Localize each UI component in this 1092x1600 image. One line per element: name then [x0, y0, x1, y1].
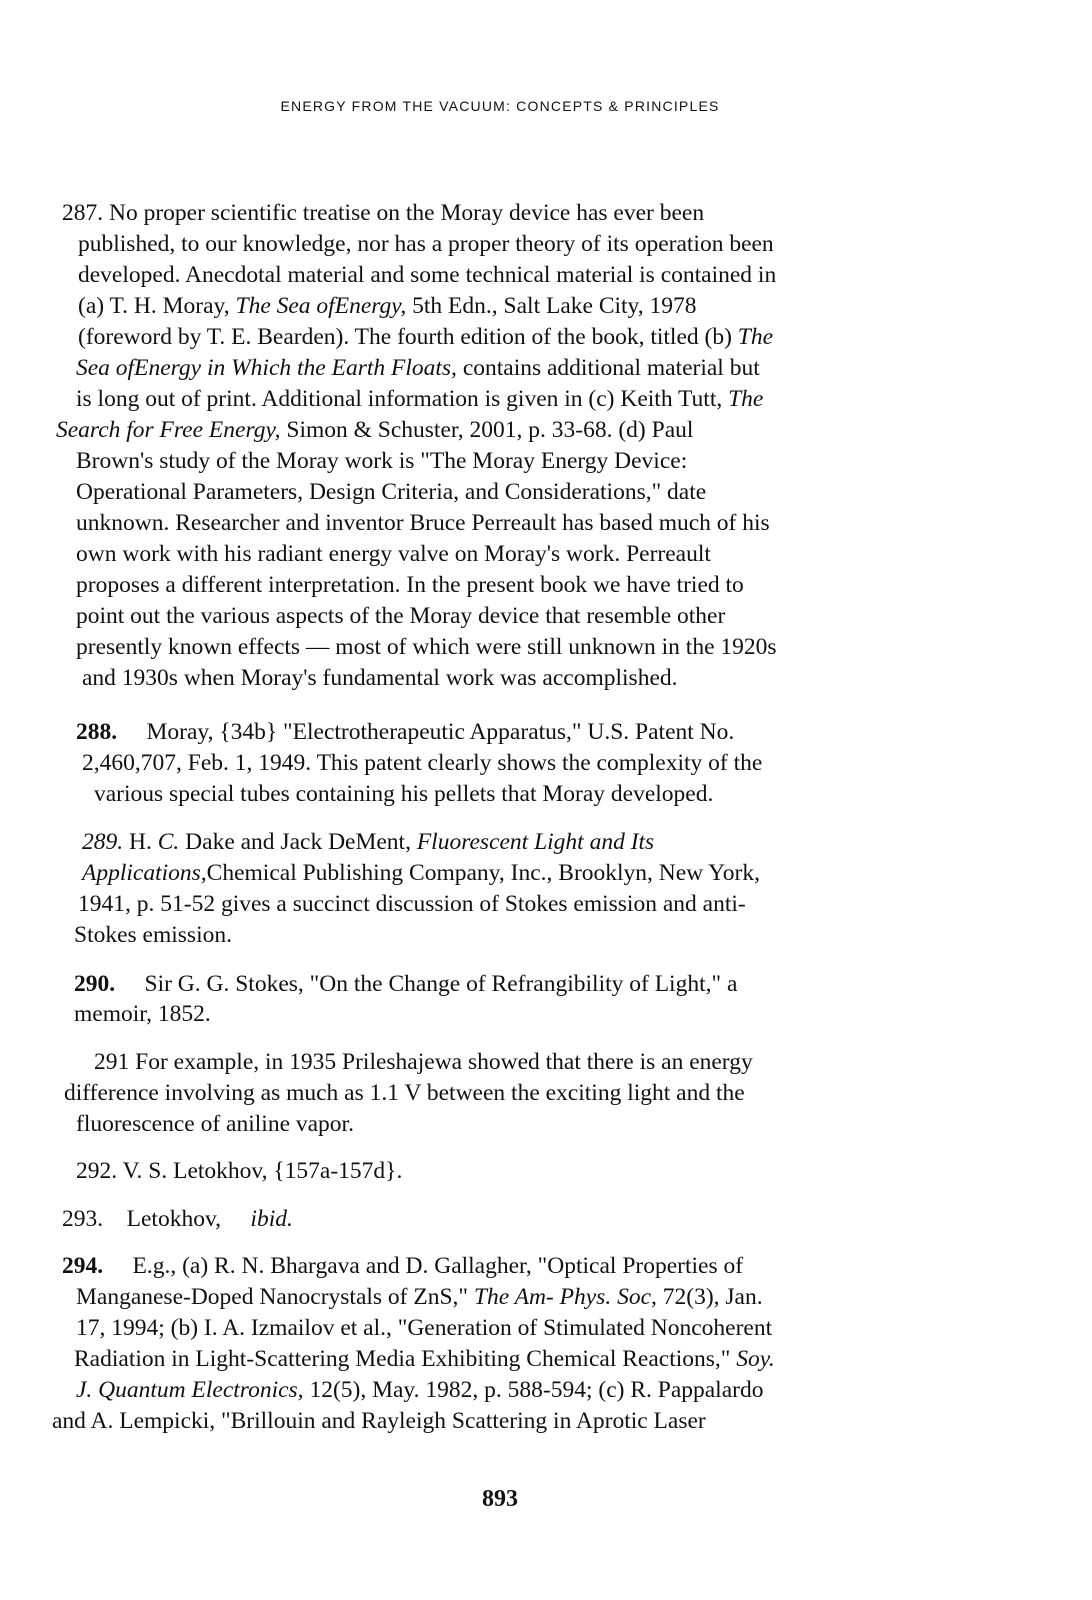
note-7-line-2	[76, 1314, 772, 1342]
note-5-line-0	[76, 1157, 402, 1185]
text-run: Fluorescent Light and Its	[416, 829, 655, 855]
note-4-line-1	[64, 1079, 745, 1107]
note-0-line-1	[78, 230, 774, 258]
note-1-line-1	[82, 749, 762, 777]
note-3-line-1	[74, 1000, 211, 1028]
text-run: own work with his radiant energy valve on Moray's work. Perreault	[76, 541, 711, 567]
text-run: H.	[123, 829, 158, 855]
text-run: contains additional material but	[456, 355, 760, 381]
text-run: fluorescence of aniline vapor.	[76, 1111, 354, 1137]
note-2-line-2	[78, 890, 746, 918]
text-run: developed. Anecdotal material and some technical material is contained in	[78, 262, 777, 288]
text-run: Sir G. G. Stokes, "On the Change of Refrangibility of Light," a	[115, 971, 738, 997]
note-0-line-11	[76, 540, 711, 568]
text-run: 17, 1994; (b) I. A. Izmailov et al., "Generation of Stimulated Noncoherent	[76, 1315, 773, 1341]
text-run: 72(3), Jan.	[656, 1284, 763, 1310]
text-run: memoir, 1852.	[74, 1001, 211, 1027]
text-run: published, to our knowledge, nor has a proper theory of its operation been	[78, 231, 774, 257]
text-run: 293. Letokhov,	[62, 1206, 251, 1232]
text-run: and 1930s when Moray's fundamental work was accomplished.	[82, 665, 678, 691]
note-0-line-6	[76, 385, 763, 413]
text-run: 292. V. S. Letokhov, {157a-157d}.	[76, 1158, 403, 1184]
note-7-line-0	[62, 1252, 743, 1280]
note-0-line-12	[76, 571, 744, 599]
text-run: 294.	[62, 1253, 104, 1279]
text-run: proposes a different interpretation. In the present book we have tried to	[76, 572, 744, 598]
text-run: Sea ofEnergy in Which the Earth Floats,	[76, 355, 457, 381]
note-0-line-15	[82, 664, 678, 692]
text-run: Search for Free Energy,	[56, 417, 281, 443]
text-run: The Sea ofEnergy,	[235, 293, 407, 319]
note-0-line-8	[76, 447, 687, 475]
note-2-line-0	[82, 828, 654, 856]
text-run: 2,460,707, Feb. 1, 1949. This patent clearly shows the complexity of the	[82, 750, 763, 776]
note-4-line-2	[76, 1110, 354, 1138]
text-run: 289.	[82, 829, 124, 855]
text-run: and A. Lempicki, "Brillouin and Rayleigh Scattering in Aprotic Laser	[52, 1408, 706, 1434]
text-run: C.	[157, 829, 180, 855]
text-run: 290.	[74, 971, 116, 997]
page-number: 893	[482, 1486, 518, 1512]
text-run: The	[728, 386, 764, 412]
text-run: difference involving as much as 1.1 V between the exciting light and the	[64, 1080, 745, 1106]
note-0-line-2	[78, 261, 776, 289]
running-header: ENERGY FROM THE VACUUM: CONCEPTS & PRINCIPLES	[280, 98, 720, 114]
text-run: various special tubes containing his pellets that Moray developed.	[94, 781, 714, 807]
text-run: 1941, p. 51-52 gives a succinct discussion of Stokes emission and anti-	[78, 891, 746, 917]
text-run: Simon & Schuster, 2001, p. 33-68. (d) Paul	[280, 417, 694, 443]
text-run: Moray, {34b} "Electrotherapeutic Apparatus," U.S. Patent No.	[117, 719, 735, 745]
note-0-line-7	[56, 416, 693, 444]
note-7-line-3	[74, 1345, 775, 1373]
text-run: presently known effects — most of which were still unknown in the 1920s	[76, 634, 777, 660]
note-2-line-3	[74, 921, 232, 949]
note-0-line-14	[76, 633, 777, 661]
text-run: Applications,	[82, 860, 207, 886]
text-run: (a) T. H. Moray,	[78, 293, 236, 319]
text-run: Radiation in Light-Scattering Media Exhibiting Chemical Reactions,"	[74, 1346, 737, 1372]
text-run: Stokes emission.	[74, 922, 232, 948]
note-2-line-1	[82, 859, 760, 887]
text-run: point out the various aspects of the Moray device that resemble other	[76, 603, 726, 629]
text-run: E.g., (a) R. N. Bhargava and D. Gallagher, "Optical Properties of	[103, 1253, 744, 1279]
note-1-line-0	[76, 718, 734, 746]
note-7-line-5	[52, 1407, 706, 1435]
text-run: Brown's study of the Moray work is "The Moray Energy Device:	[76, 448, 688, 474]
text-run: Operational Parameters, Design Criteria, and Considerations," date	[76, 479, 707, 505]
note-7-line-4	[76, 1376, 763, 1404]
text-run: Dake and Jack DeMent,	[179, 829, 417, 855]
text-run: is long out of print. Additional information is given in (c) Keith Tutt,	[76, 386, 729, 412]
note-4-line-0	[94, 1048, 753, 1076]
text-run: 287. No proper scientific treatise on the Moray device has ever been	[62, 200, 705, 226]
note-0-line-13	[76, 602, 725, 630]
note-3-line-0	[74, 970, 737, 998]
text-run: Soy.	[736, 1346, 775, 1372]
text-run: Manganese-Doped Nanocrystals of ZnS,"	[76, 1284, 474, 1310]
text-run: The Am- Phys. Soc,	[473, 1284, 657, 1310]
text-run: The	[737, 324, 774, 350]
text-run: 5th Edn., Salt Lake City, 1978	[406, 293, 697, 319]
text-run: (foreword by T. E. Bearden). The fourth edition of the book, titled (b)	[78, 324, 738, 350]
note-0-line-10	[76, 509, 770, 537]
text-run: unknown. Researcher and inventor Bruce Perreault has based much of his	[76, 510, 770, 536]
text-run: J. Quantum Electronics,	[76, 1377, 304, 1403]
note-6-line-0	[62, 1205, 293, 1233]
note-0-line-4	[78, 323, 773, 351]
note-7-line-1	[76, 1283, 763, 1311]
note-0-line-3	[78, 292, 697, 320]
note-1-line-2	[94, 780, 713, 808]
text-run: ibid.	[250, 1206, 293, 1232]
note-0-line-0	[62, 199, 704, 227]
text-run: 12(5), May. 1982, p. 588-594; (c) R. Pappalardo	[303, 1377, 764, 1403]
text-run: 291 For example, in 1935 Prileshajewa showed that there is an energy	[94, 1049, 753, 1075]
note-0-line-5	[76, 354, 760, 382]
note-0-line-9	[76, 478, 706, 506]
text-run: 288.	[76, 719, 118, 745]
text-run: Chemical Publishing Company, Inc., Brooklyn, New York,	[206, 860, 760, 886]
